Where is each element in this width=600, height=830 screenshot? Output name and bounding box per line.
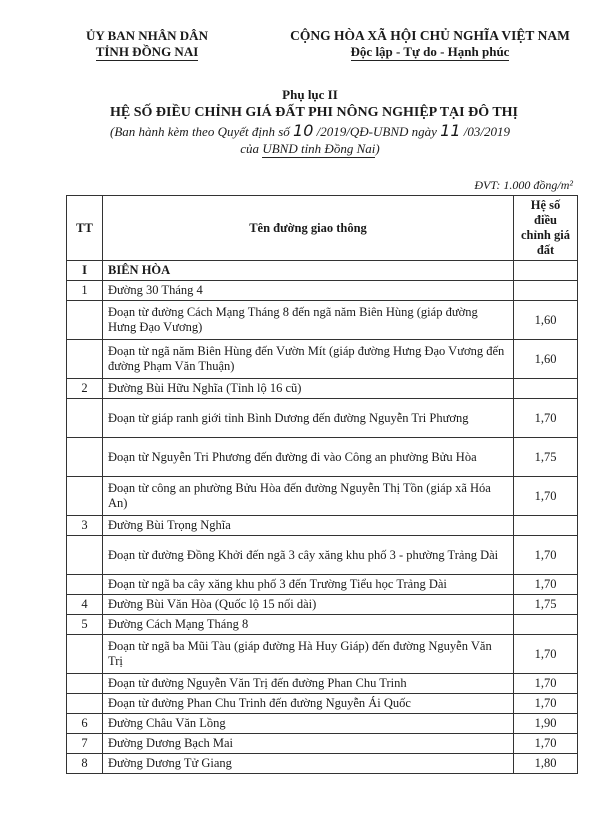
road-name: Đoạn từ đường Phan Chu Trinh đến đường Nguyễn Ái Quốc <box>103 694 514 714</box>
table-row <box>67 399 578 438</box>
road-name: Đoạn từ giáp ranh giới tỉnh Bình Dương đến đường Nguyễn Tri Phương <box>103 399 514 438</box>
issuance-text-b: /2019/QĐ-UBND ngày <box>313 124 441 139</box>
coefficient-value: 1,70 <box>514 635 578 674</box>
document-title: HỆ SỐ ĐIỀU CHỈNH GIÁ ĐẤT PHI NÔNG NGHIỆP TẠI ĐÔ THỊ <box>109 105 519 120</box>
row-number <box>67 575 103 595</box>
road-name: Đoạn từ đường Cách Mạng Tháng 8 đến ngã năm Biên Hùng (giáp đường Hưng Đạo Vương) <box>103 301 514 340</box>
table-row <box>67 575 578 595</box>
row-number <box>67 399 103 438</box>
column-header-tt: TT <box>67 196 103 261</box>
table-row <box>67 438 578 477</box>
coefficient-value: 1,75 <box>514 438 578 477</box>
table-row <box>67 694 578 714</box>
column-header-road-name: Tên đường giao thông <box>103 196 514 261</box>
issuance-text-a: (Ban hành kèm theo Quyết định số <box>110 124 294 139</box>
row-number: 8 <box>67 754 103 774</box>
issuance-note <box>20 122 600 140</box>
coefficient-value: 1,60 <box>514 301 578 340</box>
row-number <box>67 674 103 694</box>
road-name: Đoạn từ đường Nguyễn Văn Trị đến đường Phan Chu Trinh <box>103 674 514 694</box>
row-number: 6 <box>67 714 103 734</box>
table-row <box>67 595 578 615</box>
road-name: BIÊN HÒA <box>103 261 514 281</box>
issuer-line-1: ỦY BAN NHÂN DÂN <box>86 28 208 43</box>
road-name: Đường Châu Văn Lồng <box>103 714 514 734</box>
table-row <box>67 340 578 379</box>
national-title: CỘNG HÒA XÃ HỘI CHỦ NGHĨA VIỆT NAM <box>290 28 570 43</box>
row-number <box>67 635 103 674</box>
table-row <box>67 261 578 281</box>
coefficient-value <box>514 615 578 635</box>
road-name: Đoạn từ Nguyễn Tri Phương đến đường đi vào Công an phường Bửu Hòa <box>103 438 514 477</box>
decision-day-handwritten: 11 <box>440 121 461 140</box>
road-name: Đoạn từ công an phường Bửu Hòa đến đường Nguyễn Thị Tồn (giáp xã Hóa An) <box>103 477 514 516</box>
appendix-label: Phụ lục II <box>282 87 338 102</box>
issuance-text-c: /03/2019 <box>460 124 510 139</box>
row-number: I <box>67 261 103 281</box>
coefficient-value <box>514 281 578 301</box>
issuance-text-d: của <box>240 141 263 156</box>
table-row <box>67 615 578 635</box>
row-number: 7 <box>67 734 103 754</box>
national-motto: Độc lập - Tự do - Hạnh phúc <box>350 44 510 59</box>
row-number <box>67 438 103 477</box>
issuance-note-line-2 <box>20 140 600 158</box>
coefficient-value: 1,80 <box>514 754 578 774</box>
row-number <box>67 340 103 379</box>
table-row <box>67 516 578 536</box>
coefficient-value: 1,70 <box>514 477 578 516</box>
coefficient-value: 1,70 <box>514 734 578 754</box>
coefficient-value: 1,70 <box>514 536 578 575</box>
road-name: Đường Cách Mạng Tháng 8 <box>103 615 514 635</box>
issuance-text-e: ) <box>375 141 380 156</box>
row-number <box>67 536 103 575</box>
coefficient-value: 1,90 <box>514 714 578 734</box>
row-number: 3 <box>67 516 103 536</box>
road-name: Đoạn từ đường Đồng Khởi đến ngã 3 cây xăng khu phố 3 - phường Trảng Dài <box>103 536 514 575</box>
coefficient-value: 1,70 <box>514 575 578 595</box>
table-row <box>67 674 578 694</box>
coefficient-value <box>514 379 578 399</box>
table-row <box>67 754 578 774</box>
row-number: 4 <box>67 595 103 615</box>
road-name: Đường Dương Tử Giang <box>103 754 514 774</box>
issuing-authority: UBND tỉnh Đồng Nai <box>262 141 376 156</box>
national-header <box>270 28 590 61</box>
land-price-coefficient-table <box>66 195 578 774</box>
coefficient-value: 1,70 <box>514 399 578 438</box>
table-row <box>67 477 578 516</box>
road-name: Đoạn từ ngã ba Mũi Tàu (giáp đường Hà Huy Giáp) đến đường Nguyễn Văn Trị <box>103 635 514 674</box>
table-body <box>67 261 578 774</box>
row-number <box>67 477 103 516</box>
road-name: Đoạn từ ngã năm Biên Hùng đến Vườn Mít (giáp đường Hưng Đạo Vương đến đường Phạm Văn Thuận) <box>103 340 514 379</box>
table-row <box>67 536 578 575</box>
column-header-coefficient: Hệ số điều chỉnh giá đất <box>514 196 578 261</box>
road-name: Đoạn từ ngã ba cây xăng khu phố 3 đến Trường Tiểu học Trảng Dài <box>103 575 514 595</box>
coefficient-value: 1,70 <box>514 674 578 694</box>
row-number <box>67 301 103 340</box>
coefficient-value: 1,60 <box>514 340 578 379</box>
table-row <box>67 734 578 754</box>
coefficient-value: 1,75 <box>514 595 578 615</box>
road-name: Đường Bùi Văn Hòa (Quốc lộ 15 nối dài) <box>103 595 514 615</box>
issuer-header <box>52 28 242 61</box>
table-row <box>67 379 578 399</box>
row-number: 1 <box>67 281 103 301</box>
row-number: 2 <box>67 379 103 399</box>
table-row <box>67 635 578 674</box>
table-row <box>67 714 578 734</box>
row-number: 5 <box>67 615 103 635</box>
table-header-row <box>67 196 578 261</box>
issuer-line-2: TỈNH ĐỒNG NAI <box>95 44 199 59</box>
coefficient-value <box>514 516 578 536</box>
road-name: Đường Bùi Trọng Nghĩa <box>103 516 514 536</box>
coefficient-value <box>514 261 578 281</box>
decision-number-handwritten: 10 <box>293 121 314 140</box>
table-row <box>67 281 578 301</box>
road-name: Đường Dương Bạch Mai <box>103 734 514 754</box>
road-name: Đường Bùi Hữu Nghĩa (Tỉnh lộ 16 cũ) <box>103 379 514 399</box>
row-number <box>67 694 103 714</box>
road-name: Đường 30 Tháng 4 <box>103 281 514 301</box>
document-title-block <box>20 86 600 158</box>
coefficient-value: 1,70 <box>514 694 578 714</box>
table-row <box>67 301 578 340</box>
unit-label: ĐVT: 1.000 đồng/m² <box>474 178 573 192</box>
